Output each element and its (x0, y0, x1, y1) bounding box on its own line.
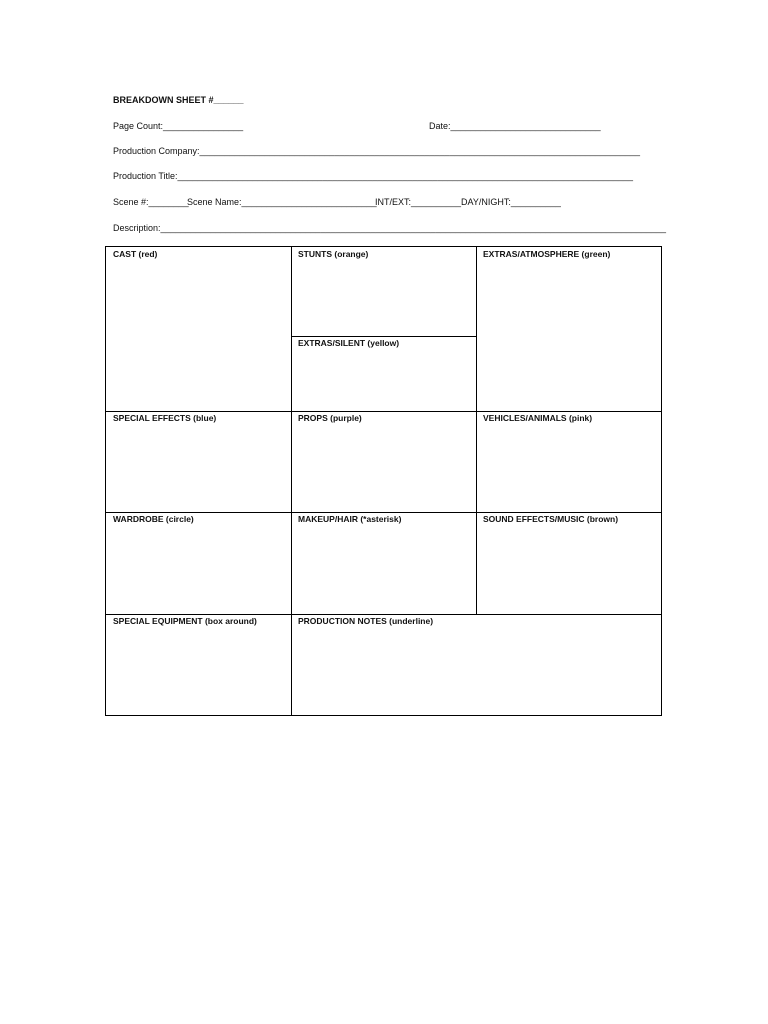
cast-cell[interactable]: CAST (red) (113, 249, 158, 259)
props-cell[interactable]: PROPS (purple) (298, 413, 362, 423)
sound-effects-music-cell[interactable]: SOUND EFFECTS/MUSIC (brown) (483, 514, 619, 524)
sheet-title: BREAKDOWN SHEET #______ (113, 95, 244, 105)
extras-silent-cell[interactable]: EXTRAS/SILENT (yellow) (298, 338, 400, 348)
grid-divider-h1 (106, 411, 661, 412)
scene-number-field[interactable]: Scene #:________ (113, 197, 189, 207)
wardrobe-cell[interactable]: WARDROBE (circle) (113, 514, 194, 524)
extras-atmosphere-cell[interactable]: EXTRAS/ATMOSPHERE (green) (483, 249, 611, 259)
makeup-hair-cell[interactable]: MAKEUP/HAIR (*asterisk) (298, 514, 402, 524)
breakdown-grid (105, 246, 662, 716)
int-ext-field[interactable]: INT/EXT:__________ (375, 197, 462, 207)
special-equipment-cell[interactable]: SPECIAL EQUIPMENT (box around) (113, 616, 257, 626)
grid-divider-v2 (476, 247, 477, 614)
description-field[interactable]: Description:_____________________________________________________________________________________________________ (113, 223, 667, 233)
grid-divider-v1 (291, 247, 292, 715)
grid-divider-h3 (106, 614, 661, 615)
production-company-field[interactable]: Production Company:________________________________________________________________________________________ (113, 146, 641, 156)
production-notes-cell[interactable]: PRODUCTION NOTES (underline) (298, 616, 434, 626)
special-effects-cell[interactable]: SPECIAL EFFECTS (blue) (113, 413, 217, 423)
day-night-field[interactable]: DAY/NIGHT:__________ (461, 197, 561, 207)
page-count-field[interactable]: Page Count:________________ (113, 121, 244, 131)
scene-name-field[interactable]: Scene Name:___________________________ (187, 197, 377, 207)
vehicles-animals-cell[interactable]: VEHICLES/ANIMALS (pink) (483, 413, 593, 423)
grid-divider-stunts (291, 336, 476, 337)
stunts-cell[interactable]: STUNTS (orange) (298, 249, 369, 259)
date-field[interactable]: Date:______________________________ (429, 121, 601, 131)
grid-divider-h2 (106, 512, 661, 513)
production-title-field[interactable]: Production Title:___________________________________________________________________________________________ (113, 171, 634, 181)
